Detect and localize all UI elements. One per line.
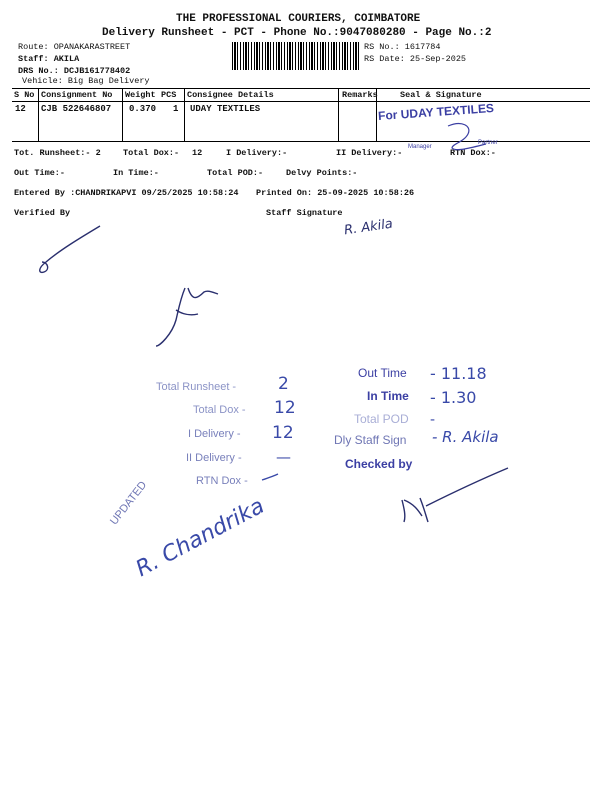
stamp-i-delivery: I Delivery -: [188, 428, 241, 440]
route-label: Route: OPANAKARASTREET: [18, 42, 131, 52]
stamp-out-time: Out Time: [358, 366, 407, 380]
checked-by-scribble: [402, 468, 508, 522]
drs-label: DRS No.: DCJB161778402: [18, 66, 131, 76]
company-title: THE PROFESSIONAL COURIERS, COIMBATORE: [176, 13, 421, 25]
hand-total-runsheet: 2: [278, 374, 289, 394]
rtn-dox-scribble: [262, 474, 278, 480]
in-time-label: In Time:-: [113, 168, 159, 178]
verified-by-label: Verified By: [14, 208, 71, 218]
seal-partner: Partner: [478, 140, 498, 146]
hand-dly-staff-sign: - R. Akila: [432, 428, 499, 446]
stamp-in-time: In Time: [367, 389, 409, 403]
stamp-total-dox: Total Dox -: [193, 404, 246, 416]
row-pcs: 1: [173, 104, 179, 114]
delvy-points-label: Delvy Points:-: [286, 168, 358, 178]
entered-by: Entered By :CHANDRIKAPVI 09/25/2025 10:58:24: [14, 188, 239, 198]
vehicle-label: Vehicle: Big Bag Delivery: [22, 76, 150, 86]
total-pod-label: Total POD:-: [207, 168, 264, 178]
staff-handwritten-signature: R. Akila: [343, 216, 394, 239]
col-header-sno: S No: [14, 90, 35, 100]
rtn-dox-label: RTN Dox:-: [450, 148, 496, 158]
row-consignee: UDAY TEXTILES: [190, 104, 261, 114]
rs-number: RS No.: 1617784: [364, 42, 441, 52]
verified-scribble: [40, 226, 100, 272]
hand-total-dox: 12: [274, 398, 296, 418]
col-header-consignment: Consignment No: [41, 90, 113, 100]
col-header-pcs: PCS: [161, 90, 177, 100]
hand-in-time: - 1.30: [430, 388, 477, 407]
out-time-label: Out Time:-: [14, 168, 66, 178]
col-header-remarks: Remarks: [342, 90, 378, 100]
stamp-total-pod: Total POD: [354, 412, 409, 426]
ii-delivery-label: II Delivery:-: [336, 148, 403, 158]
seal-manager: Manager: [408, 144, 432, 150]
tot-runsheet: Tot. Runsheet:- 2: [14, 148, 101, 158]
hand-out-time: - 11.18: [430, 364, 487, 383]
printed-on: Printed On: 25-09-2025 10:58:26: [256, 188, 415, 198]
stamp-total-runsheet: Total Runsheet -: [156, 381, 237, 393]
stamp-rtn-dox: RTN Dox -: [196, 475, 248, 487]
i-delivery-label: I Delivery:-: [226, 148, 288, 158]
side-stamp: UPDATED: [108, 479, 150, 528]
stamp-ii-delivery: II Delivery -: [186, 452, 242, 464]
row-sno: 12: [15, 104, 26, 114]
staff-signature-label: Staff Signature: [266, 208, 343, 218]
col-header-weight: Weight: [125, 90, 156, 100]
runsheet-subtitle: Delivery Runsheet - PCT - Phone No.:9047080280 - Page No.:2: [102, 27, 492, 39]
total-dox-value: 12: [192, 148, 203, 158]
row-weight: 0.370: [129, 104, 157, 114]
row-consignment: CJB 522646807: [41, 104, 112, 114]
hand-total-pod: -: [430, 412, 436, 428]
middle-scribble: [156, 288, 218, 346]
chandrika-signature: R. Chandrika: [132, 493, 269, 583]
total-dox-label: Total Dox:-: [123, 148, 180, 158]
staff-label: Staff: AKILA: [18, 54, 80, 64]
hand-ii-delivery: —: [276, 448, 291, 466]
col-header-seal: Seal & Signature: [400, 90, 482, 100]
stamp-dly-staff-sign: Dly Staff Sign: [334, 433, 407, 447]
seal-company-name: For UDAY TEXTILES: [377, 100, 495, 124]
rs-date: RS Date: 25-Sep-2025: [364, 54, 467, 64]
stamp-checked-by: Checked by: [345, 457, 413, 471]
hand-i-delivery: 12: [272, 423, 294, 443]
col-header-consignee: Consignee Details: [187, 90, 274, 100]
seal-scribble: [448, 124, 486, 150]
